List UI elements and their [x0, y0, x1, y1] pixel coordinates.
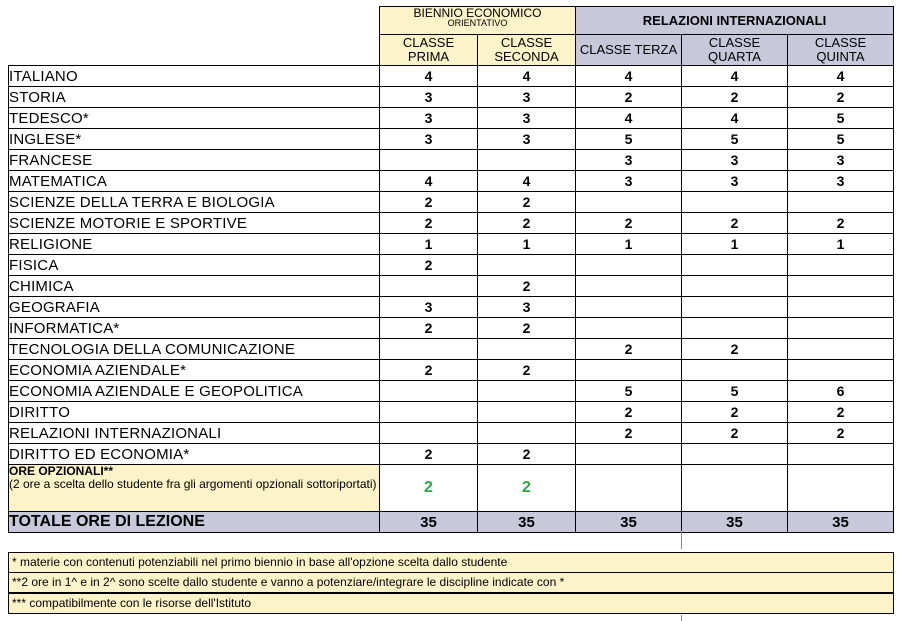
hours-cell: 1 — [576, 234, 682, 255]
hours-cell: 3 — [682, 171, 788, 192]
hours-cell: 5 — [576, 381, 682, 402]
hours-cell — [478, 255, 576, 276]
optional-hours-cell — [788, 465, 894, 512]
hours-cell: 3 — [380, 129, 478, 150]
subject-cell: SCIENZE MOTORIE E SPORTIVE — [9, 213, 380, 234]
subject-cell: TECNOLOGIA DELLA COMUNICAZIONE — [9, 339, 380, 360]
hours-cell: 3 — [576, 150, 682, 171]
optional-hours-cell — [576, 465, 682, 512]
note-2: **2 ore in 1^ e in 2^ sono scelte dallo studente e vanno a potenziare/integrare le discipline indicate con * — [8, 572, 894, 593]
hours-cell: 1 — [478, 234, 576, 255]
header-relazioni: RELAZIONI INTERNAZIONALI — [576, 7, 894, 35]
hours-cell: 4 — [380, 171, 478, 192]
hours-cell — [682, 297, 788, 318]
hours-cell — [380, 381, 478, 402]
hours-cell: 2 — [788, 87, 894, 108]
class-header-3 — [682, 35, 788, 66]
table-row — [9, 381, 894, 402]
hours-cell — [788, 255, 894, 276]
hours-cell: 1 — [682, 234, 788, 255]
hours-cell — [788, 339, 894, 360]
subject-cell: ECONOMIA AZIENDALE E GEOPOLITICA — [9, 381, 380, 402]
class-header-line1: CLASSE — [814, 35, 867, 50]
column-divider-bottom — [681, 615, 682, 621]
optional-hours-cell — [682, 465, 788, 512]
header-biennio — [380, 7, 576, 35]
hours-cell — [682, 360, 788, 381]
hours-cell: 3 — [380, 297, 478, 318]
hours-cell: 2 — [682, 339, 788, 360]
hours-cell: 2 — [478, 213, 576, 234]
table-row — [9, 255, 894, 276]
subject-cell: GEOGRAFIA — [9, 297, 380, 318]
hours-cell — [576, 255, 682, 276]
hours-cell: 2 — [788, 213, 894, 234]
hours-cell: 5 — [682, 381, 788, 402]
hours-cell: 4 — [380, 66, 478, 87]
subject-cell: TEDESCO* — [9, 108, 380, 129]
class-header-2 — [576, 35, 682, 66]
subject-cell: FRANCESE — [9, 150, 380, 171]
hours-cell: 4 — [576, 108, 682, 129]
hours-cell — [380, 150, 478, 171]
hours-cell — [682, 255, 788, 276]
table-row — [9, 360, 894, 381]
hours-cell: 3 — [380, 87, 478, 108]
blank-corner-2 — [9, 35, 380, 66]
hours-cell: 5 — [576, 129, 682, 150]
optional-title: ORE OPZIONALI** — [9, 464, 114, 478]
table-row — [9, 129, 894, 150]
hours-cell: 4 — [576, 66, 682, 87]
total-value: 35 — [682, 512, 788, 533]
table-row — [9, 66, 894, 87]
timetable — [8, 6, 894, 533]
table-row — [9, 150, 894, 171]
subject-cell: ITALIANO — [9, 66, 380, 87]
class-header-line1: CLASSE — [402, 35, 455, 50]
note-3: *** compatibilmente con le risorse dell'Istituto — [8, 593, 894, 614]
hours-cell — [576, 318, 682, 339]
note-1: * materie con contenuti potenziabili nel primo biennio in base all'opzione scelta dallo studente — [8, 552, 894, 573]
hours-cell: 4 — [788, 66, 894, 87]
hours-cell: 2 — [478, 360, 576, 381]
hours-cell: 2 — [788, 423, 894, 444]
hours-cell: 4 — [478, 66, 576, 87]
subject-cell: ECONOMIA AZIENDALE* — [9, 360, 380, 381]
table-row — [9, 234, 894, 255]
hours-cell — [788, 276, 894, 297]
table-row — [9, 108, 894, 129]
hours-cell: 2 — [478, 192, 576, 213]
hours-cell: 2 — [380, 192, 478, 213]
hours-cell — [682, 318, 788, 339]
hours-cell: 6 — [788, 381, 894, 402]
table-row — [9, 423, 894, 444]
hours-cell — [682, 444, 788, 465]
total-value: 35 — [788, 512, 894, 533]
hours-cell — [788, 444, 894, 465]
hours-cell — [576, 444, 682, 465]
biennio-title: BIENNIO ECONOMICO — [413, 6, 542, 20]
hours-cell: 2 — [682, 87, 788, 108]
hours-cell: 2 — [788, 402, 894, 423]
hours-cell: 3 — [478, 129, 576, 150]
hours-cell: 3 — [682, 150, 788, 171]
hours-cell: 2 — [380, 318, 478, 339]
class-header-line2: QUINTA — [816, 49, 865, 64]
hours-cell — [380, 339, 478, 360]
hours-cell — [788, 318, 894, 339]
hours-cell: 2 — [576, 423, 682, 444]
hours-cell: 2 — [380, 255, 478, 276]
hours-cell — [478, 150, 576, 171]
hours-cell: 5 — [682, 129, 788, 150]
hours-cell: 1 — [788, 234, 894, 255]
hours-cell: 2 — [576, 213, 682, 234]
hours-cell: 2 — [380, 213, 478, 234]
hours-cell: 3 — [788, 150, 894, 171]
hours-cell: 1 — [380, 234, 478, 255]
subject-cell: INFORMATICA* — [9, 318, 380, 339]
class-header-4 — [788, 35, 894, 66]
hours-cell: 3 — [478, 108, 576, 129]
hours-cell — [478, 423, 576, 444]
hours-cell: 3 — [788, 171, 894, 192]
hours-cell — [788, 192, 894, 213]
subject-cell: STORIA — [9, 87, 380, 108]
table-row — [9, 339, 894, 360]
subject-cell: RELAZIONI INTERNAZIONALI — [9, 423, 380, 444]
subject-cell: RELIGIONE — [9, 234, 380, 255]
total-row — [9, 512, 894, 533]
subject-cell: DIRITTO ED ECONOMIA* — [9, 444, 380, 465]
hours-cell: 2 — [576, 402, 682, 423]
subject-cell: CHIMICA — [9, 276, 380, 297]
subject-cell: INGLESE* — [9, 129, 380, 150]
class-header-0 — [380, 35, 478, 66]
hours-cell: 2 — [682, 213, 788, 234]
optional-hours-cell: 2 — [478, 465, 576, 512]
subject-cell: SCIENZE DELLA TERRA E BIOLOGIA — [9, 192, 380, 213]
optional-hours-cell: 2 — [380, 465, 478, 512]
class-header-line1: CLASSE — [708, 35, 761, 50]
hours-cell: 2 — [576, 87, 682, 108]
total-label: TOTALE ORE DI LEZIONE — [9, 512, 380, 533]
optional-description: (2 ore a scelta dello studente fra gli argomenti opzionali sottoriportati) — [9, 477, 377, 491]
hours-cell — [682, 276, 788, 297]
blank-corner — [9, 7, 380, 35]
optional-row — [9, 465, 894, 512]
table-row — [9, 276, 894, 297]
class-header-1 — [478, 35, 576, 66]
table-row — [9, 87, 894, 108]
hours-cell — [788, 360, 894, 381]
class-header-line2: QUARTA — [708, 49, 761, 64]
hours-cell: 3 — [380, 108, 478, 129]
hours-cell: 2 — [478, 276, 576, 297]
hours-cell — [478, 402, 576, 423]
biennio-subtitle: ORIENTATIVO — [447, 18, 508, 28]
hours-cell — [788, 297, 894, 318]
table-row — [9, 297, 894, 318]
hours-cell: 2 — [380, 444, 478, 465]
subject-cell: MATEMATICA — [9, 171, 380, 192]
hours-cell: 2 — [682, 423, 788, 444]
table-row — [9, 444, 894, 465]
optional-cell — [9, 465, 380, 512]
column-divider — [681, 531, 682, 549]
table-row — [9, 213, 894, 234]
hours-cell — [576, 276, 682, 297]
table-row — [9, 402, 894, 423]
hours-cell: 4 — [682, 108, 788, 129]
hours-cell: 2 — [478, 444, 576, 465]
subject-cell: DIRITTO — [9, 402, 380, 423]
hours-cell: 2 — [478, 318, 576, 339]
total-value: 35 — [380, 512, 478, 533]
hours-cell — [682, 192, 788, 213]
total-value: 35 — [576, 512, 682, 533]
class-header-line2: SECONDA — [494, 49, 559, 64]
table-row — [9, 171, 894, 192]
table-row — [9, 192, 894, 213]
hours-cell: 5 — [788, 108, 894, 129]
hours-cell — [380, 276, 478, 297]
hours-cell — [478, 339, 576, 360]
hours-cell: 3 — [576, 171, 682, 192]
hours-cell — [380, 423, 478, 444]
hours-cell — [380, 402, 478, 423]
hours-cell — [576, 192, 682, 213]
hours-cell: 5 — [788, 129, 894, 150]
hours-cell: 3 — [478, 87, 576, 108]
hours-cell: 2 — [576, 339, 682, 360]
table-row — [9, 318, 894, 339]
total-value: 35 — [478, 512, 576, 533]
hours-cell: 4 — [682, 66, 788, 87]
hours-cell — [576, 297, 682, 318]
hours-cell — [478, 381, 576, 402]
hours-cell — [576, 360, 682, 381]
class-header-line1: CLASSE TERZA — [579, 42, 678, 57]
hours-cell: 2 — [380, 360, 478, 381]
hours-cell: 2 — [682, 402, 788, 423]
class-header-line2: PRIMA — [407, 49, 450, 64]
class-header-line1: CLASSE — [500, 35, 553, 50]
hours-cell: 4 — [478, 171, 576, 192]
hours-cell: 3 — [478, 297, 576, 318]
subject-cell: FISICA — [9, 255, 380, 276]
